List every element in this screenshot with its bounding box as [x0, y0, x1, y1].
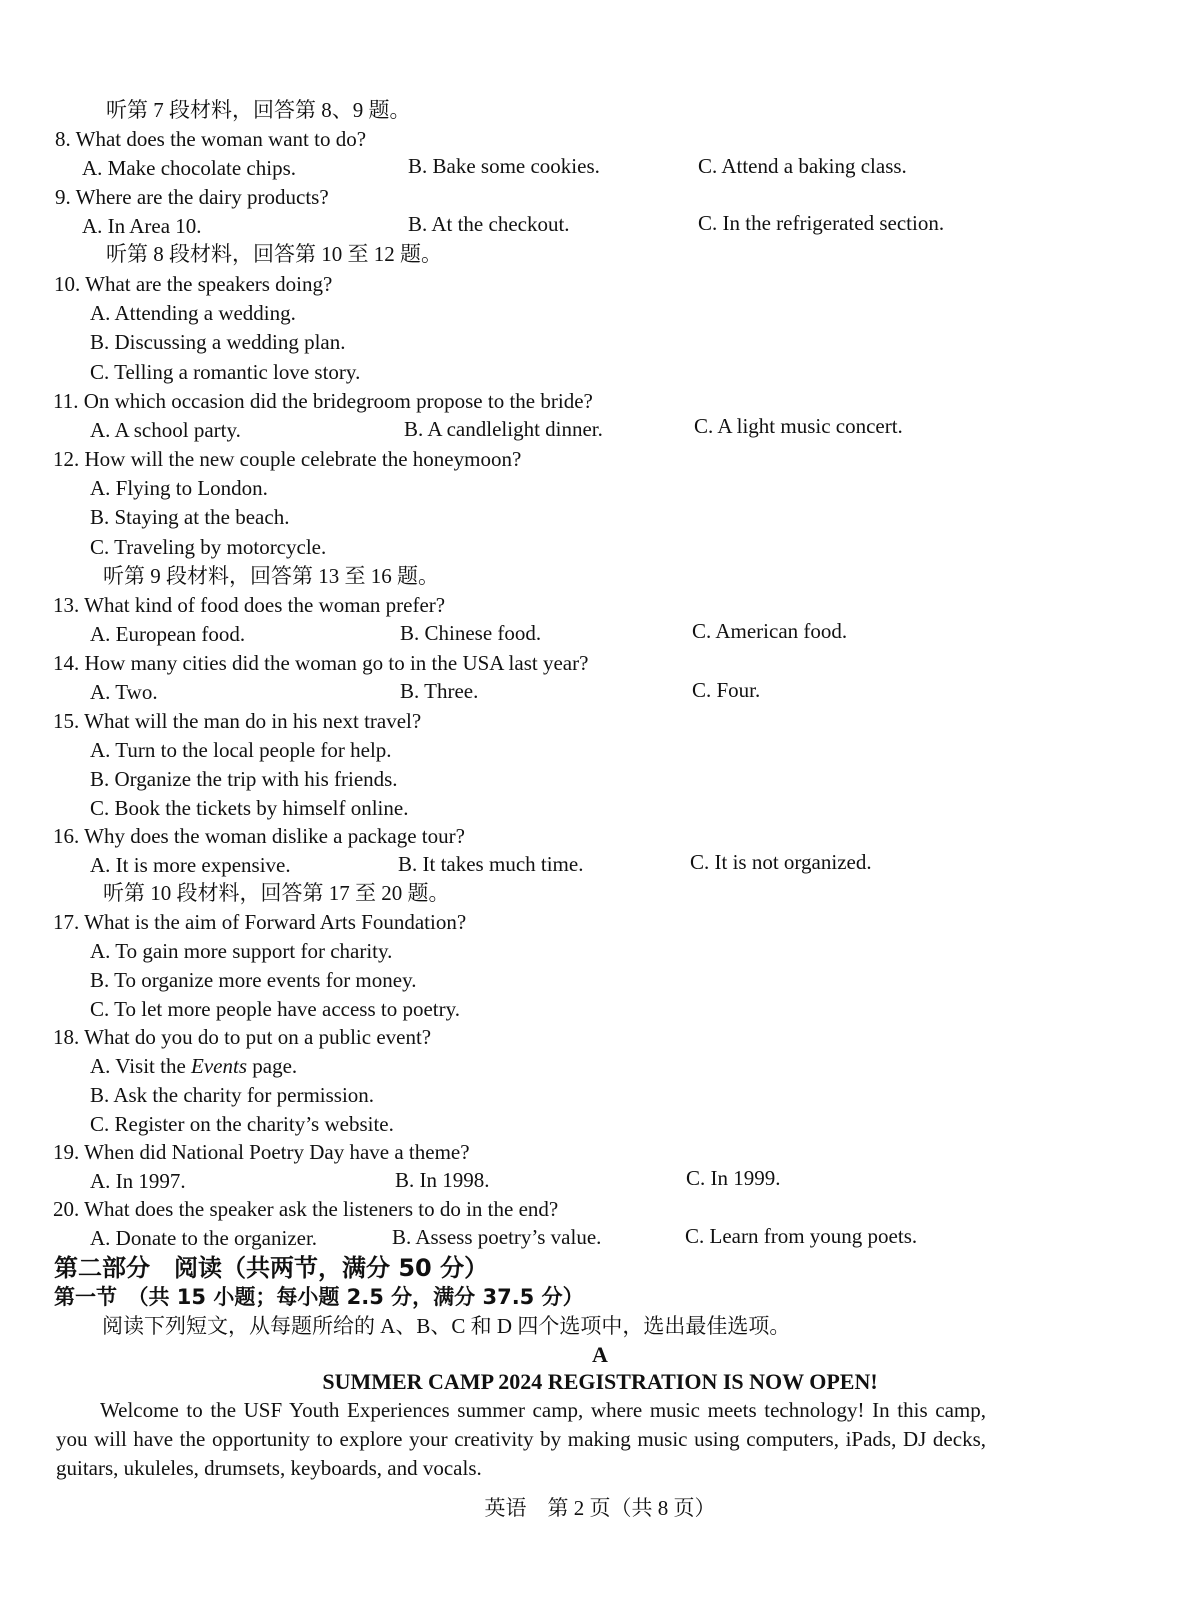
q15-option-c: C. Book the tickets by himself online.	[90, 796, 409, 820]
question-11: 11. On which occasion did the bridegroom propose to the bride?	[53, 389, 593, 413]
q11-option-c: C. A light music concert.	[694, 414, 903, 438]
q18-option-b: B. Ask the charity for permission.	[90, 1083, 375, 1107]
q19-option-a: A. In 1997.	[90, 1169, 186, 1193]
passage-paragraph: Welcome to the USF Youth Experiences summer camp, where music meets technology! In this camp, you will have the opportunity to explore your creativity by making music using computers, iPads, DJ decks, guitars, ukuleles, drumsets, keyboards, and vocals.	[56, 1398, 986, 1480]
reading-instruction: 阅读下列短文，从每题所给的 A、B、C 和 D 四个选项中，选出最佳选项。	[102, 1314, 791, 1338]
q16-option-c: C. It is not organized.	[690, 850, 872, 874]
question-20: 20. What does the speaker ask the listeners to do in the end?	[53, 1197, 559, 1221]
q18-option-a-emphasis: Events	[191, 1054, 248, 1078]
question-9: 9. Where are the dairy products?	[55, 185, 329, 209]
q16-option-a: A. It is more expensive.	[90, 853, 291, 877]
question-18: 18. What do you do to put on a public event?	[53, 1025, 432, 1049]
q12-option-b: B. Staying at the beach.	[90, 505, 290, 529]
question-16: 16. Why does the woman dislike a package tour?	[53, 824, 465, 848]
question-8: 8. What does the woman want to do?	[55, 127, 367, 151]
passage-title: SUMMER CAMP 2024 REGISTRATION IS NOW OPEN!	[322, 1369, 878, 1394]
question-17: 17. What is the aim of Forward Arts Foundation?	[53, 910, 467, 934]
q10-option-c: C. Telling a romantic love story.	[90, 360, 361, 384]
segment-7-instruction: 听第 7 段材料，回答第 8、9 题。	[106, 98, 411, 122]
q19-option-c: C. In 1999.	[686, 1166, 781, 1190]
section-one-heading: 第一节 （共 15 小题；每小题 2.5 分，满分 37.5 分）	[54, 1285, 584, 1309]
q14-option-c: C. Four.	[692, 678, 761, 702]
q17-option-a: A. To gain more support for charity.	[90, 939, 393, 963]
question-15: 15. What will the man do in his next travel?	[53, 709, 422, 733]
q14-option-b: B. Three.	[400, 679, 479, 703]
q12-option-c: C. Traveling by motorcycle.	[90, 535, 327, 559]
q10-option-b: B. Discussing a wedding plan.	[90, 330, 346, 354]
q17-option-c: C. To let more people have access to poetry.	[90, 997, 460, 1021]
q11-option-b: B. A candlelight dinner.	[404, 417, 603, 441]
q13-option-b: B. Chinese food.	[400, 621, 542, 645]
q18-option-c: C. Register on the charity’s website.	[90, 1112, 394, 1136]
q15-option-a: A. Turn to the local people for help.	[90, 738, 392, 762]
question-10: 10. What are the speakers doing?	[54, 272, 333, 296]
q8-option-b: B. Bake some cookies.	[408, 154, 600, 178]
segment-8-instruction: 听第 8 段材料，回答第 10 至 12 题。	[106, 242, 442, 266]
q14-option-a: A. Two.	[90, 680, 158, 704]
q8-option-a: A. Make chocolate chips.	[82, 156, 297, 180]
q12-option-a: A. Flying to London.	[90, 476, 268, 500]
question-12: 12. How will the new couple celebrate the honeymoon?	[53, 447, 522, 471]
question-19: 19. When did National Poetry Day have a theme?	[53, 1140, 470, 1164]
q17-option-b: B. To organize more events for money.	[90, 968, 417, 992]
q13-option-c: C. American food.	[692, 619, 848, 643]
q20-option-a: A. Donate to the organizer.	[90, 1226, 318, 1250]
question-13: 13. What kind of food does the woman prefer?	[53, 593, 446, 617]
question-14: 14. How many cities did the woman go to in the USA last year?	[53, 651, 589, 675]
page-footer: 英语 第 2 页（共 8 页）	[484, 1496, 716, 1520]
q9-option-c: C. In the refrigerated section.	[698, 211, 945, 235]
q10-option-a: A. Attending a wedding.	[90, 301, 296, 325]
q20-option-b: B. Assess poetry’s value.	[392, 1225, 602, 1249]
q18-option-a-suffix: page.	[247, 1054, 298, 1078]
q15-option-b: B. Organize the trip with his friends.	[90, 767, 398, 791]
q19-option-b: B. In 1998.	[395, 1168, 490, 1192]
segment-10-instruction: 听第 10 段材料，回答第 17 至 20 题。	[103, 881, 450, 905]
q18-option-a-text: A. Visit the	[90, 1054, 192, 1078]
part-two-heading: 第二部分 阅读（共两节，满分 50 分）	[54, 1254, 489, 1282]
q20-option-c: C. Learn from young poets.	[685, 1224, 918, 1248]
q16-option-b: B. It takes much time.	[398, 852, 584, 876]
q18-option-a	[90, 1056, 297, 1077]
q11-option-a: A. A school party.	[90, 418, 241, 442]
q13-option-a: A. European food.	[90, 622, 246, 646]
q8-option-c: C. Attend a baking class.	[698, 154, 907, 178]
passage-letter: A	[592, 1342, 608, 1367]
q9-option-b: B. At the checkout.	[408, 212, 570, 236]
segment-9-instruction: 听第 9 段材料，回答第 13 至 16 题。	[103, 564, 439, 588]
q9-option-a: A. In Area 10.	[82, 214, 202, 238]
